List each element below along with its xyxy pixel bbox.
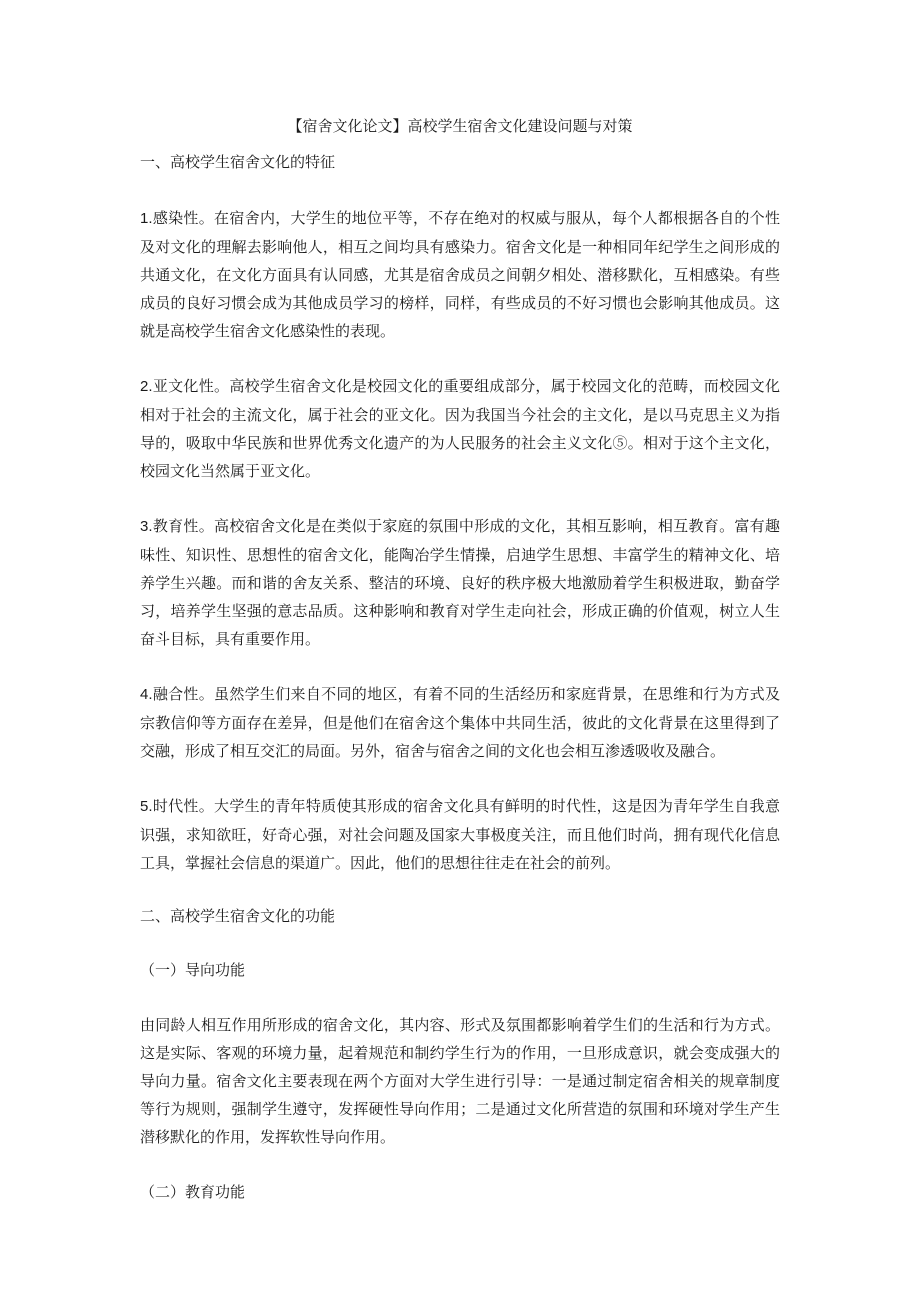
subsection-2-heading: （二）教育功能 <box>140 1183 246 1201</box>
item-number: 4. <box>140 686 153 703</box>
paragraph-item-3 <box>140 512 780 653</box>
paragraph-item-2 <box>140 372 780 485</box>
paragraph-item-4 <box>140 680 780 765</box>
item-number: 2. <box>140 378 153 395</box>
paragraph-item-1 <box>140 204 780 345</box>
item-text: 融合性。虽然学生们来自不同的地区，有着不同的生活经历和家庭背景，在思维和行为方式及宗教信仰等方面存在差异，但是他们在宿舍这个集体中共同生活，彼此的文化背景在这里得到了交融，形成了相互交汇的局面。另外，宿舍与宿舍之间的文化也会相互渗透吸收及融合。 <box>140 685 780 760</box>
item-text: 教育性。高校宿舍文化是在类似于家庭的氛围中形成的文化，其相互影响，相互教育。富有趣味性、知识性、思想性的宿舍文化，能陶冶学生情操，启迪学生思想、丰富学生的精神文化、培养学生兴趣。而和谐的舍友关系、整洁的环境、良好的秩序极大地激励着学生积极进取，勤奋学习，培养学生坚强的意志品质。这种影响和教育对学生走向社会，形成正确的价值观，树立人生奋斗目标，具有重要作用。 <box>140 517 780 648</box>
item-number: 1. <box>140 210 153 227</box>
item-text: 时代性。大学生的青年特质使其形成的宿舍文化具有鲜明的时代性，这是因为青年学生自我意识强，求知欲旺，好奇心强，对社会问题及国家大事极度关注，而且他们时尚，拥有现代化信息工具，掌握社会信息的渠道广。因此，他们的思想往往走在社会的前列。 <box>140 797 780 872</box>
subsection-1-heading: （一）导向功能 <box>140 961 246 979</box>
section-2-heading: 二、高校学生宿舍文化的功能 <box>140 907 336 925</box>
section-1-heading: 一、高校学生宿舍文化的特征 <box>140 153 336 171</box>
item-number: 3. <box>140 518 153 535</box>
document-body <box>140 150 780 1204</box>
paragraph-item-5 <box>140 792 780 877</box>
item-number: 5. <box>140 798 153 815</box>
paragraph-guidance-function: 由同龄人相互作用所形成的宿舍文化，其内容、形式及氛围都影响着学生们的生活和行为方式。这是实际、客观的环境力量，起着规范和制约学生行为的作用，一旦形成意识，就会变成强大的导向力量。宿舍文化主要表现在两个方面对大学生进行引导：一是通过制定宿舍相关的规章制度等行为规则，强制学生遵守，发挥硬性导向作用；二是通过文化所营造的氛围和环境对学生产生潜移默化的作用，发挥软性导向作用。 <box>140 1016 780 1146</box>
item-text: 亚文化性。高校学生宿舍文化是校园文化的重要组成部分，属于校园文化的范畴，而校园文化相对于社会的主流文化，属于社会的亚文化。因为我国当今社会的主文化，是以马克思主义为指导的，吸取中华民族和世界优秀文化遗产的为人民服务的社会主义文化⑤。相对于这个主文化，校园文化当然属于亚文化。 <box>140 377 780 480</box>
item-text: 感染性。在宿舍内，大学生的地位平等，不存在绝对的权威与服从，每个人都根据各自的个性及对文化的理解去影响他人，相互之间均具有感染力。宿舍文化是一种相同年纪学生之间形成的共通文化，在文化方面具有认同感，尤其是宿舍成员之间朝夕相处、潜移默化，互相感染。有些成员的良好习惯会成为其他成员学习的榜样，同样，有些成员的不好习惯也会影响其他成员。这就是高校学生宿舍文化感染性的表现。 <box>140 209 780 340</box>
document-title: 【宿舍文化论文】高校学生宿舍文化建设问题与对策 <box>287 117 633 135</box>
